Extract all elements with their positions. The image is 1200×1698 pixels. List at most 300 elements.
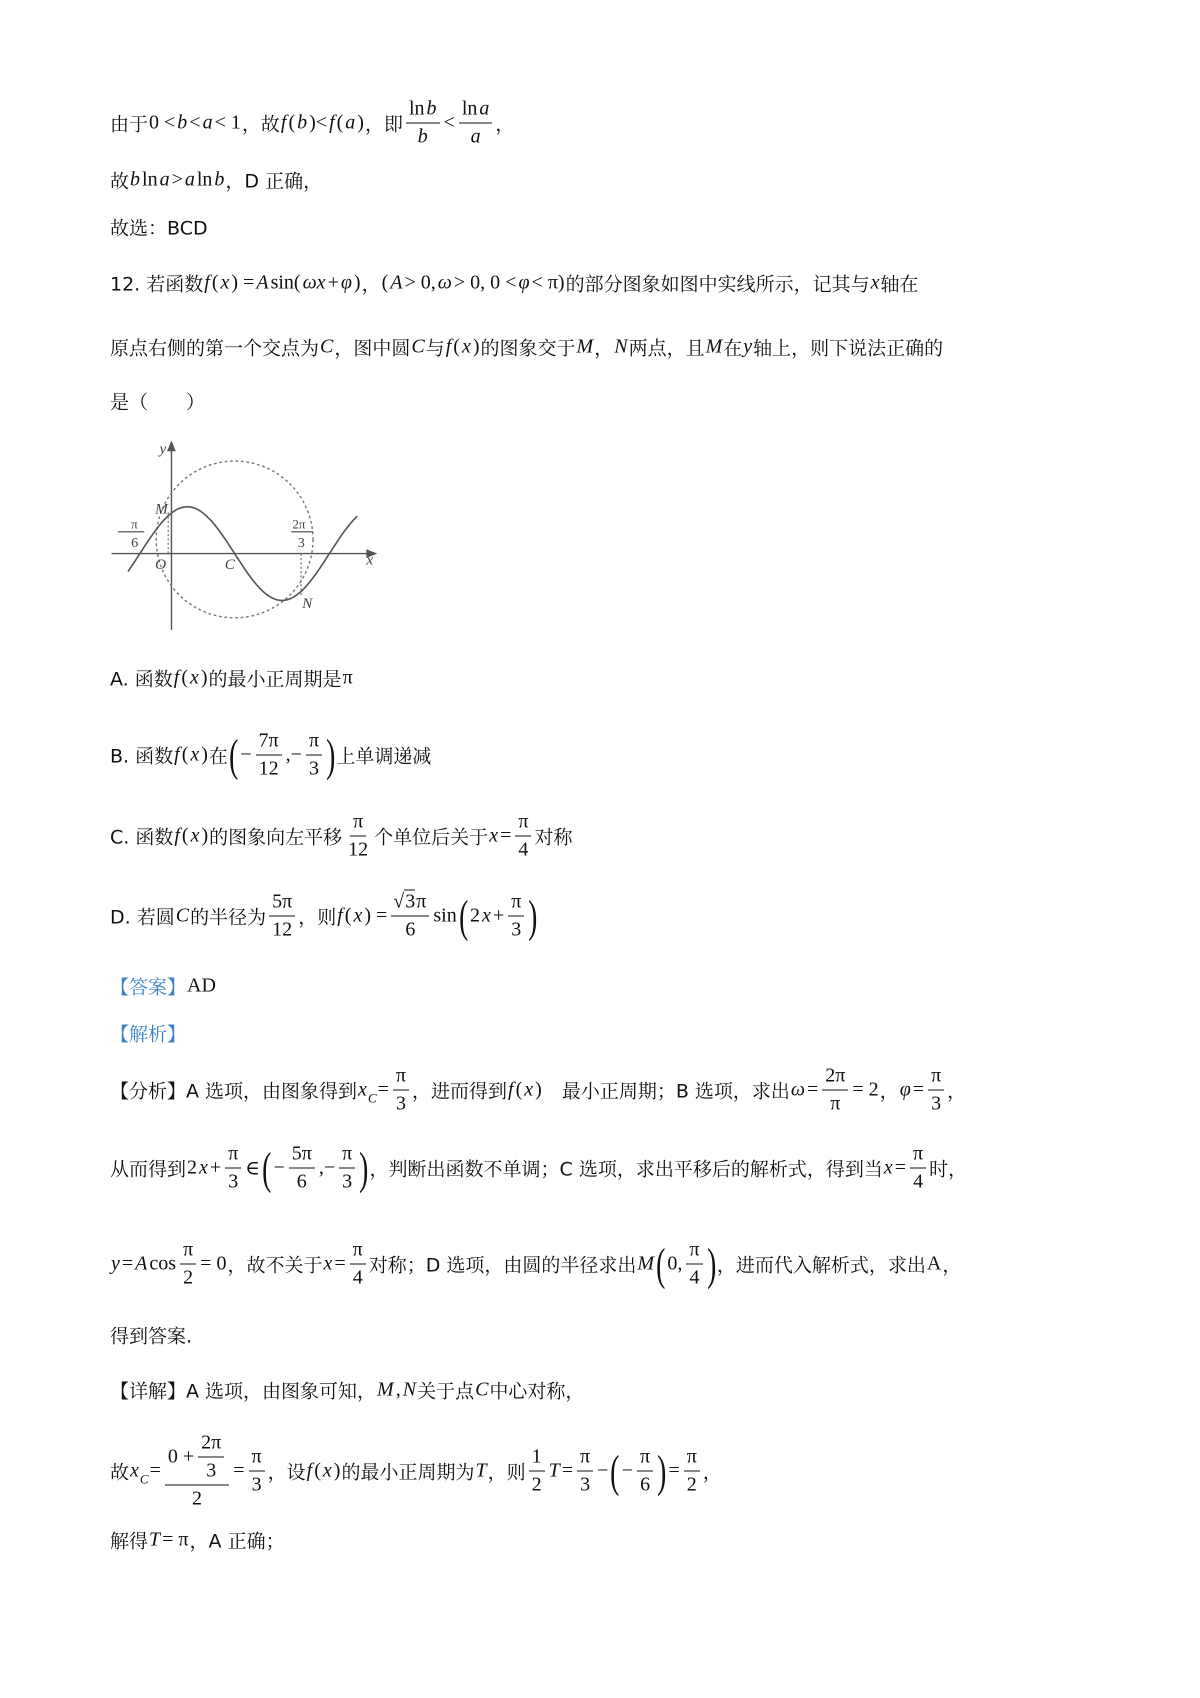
math-variable: a [470, 125, 481, 148]
fraction-denominator [269, 917, 295, 942]
math-text: = [807, 1078, 819, 1101]
math-text: ,− [318, 1156, 336, 1179]
math-text: 3 [206, 1459, 217, 1482]
fraction-denominator [294, 1169, 310, 1194]
text-run: ，故 [241, 113, 280, 136]
math-variable: y [111, 1252, 120, 1275]
fraction-numerator [165, 1432, 229, 1486]
text-run: 故选：BCD [110, 217, 208, 240]
text-run: 故 [110, 170, 130, 193]
fraction-denominator [684, 1472, 700, 1497]
math-text: π [352, 1238, 363, 1261]
fraction [684, 1446, 700, 1497]
math-variable: ωx [302, 271, 326, 294]
math-text: 0 + [167, 1445, 195, 1468]
fraction [269, 891, 295, 942]
text-line [110, 1527, 285, 1554]
math-text: 2 [192, 1487, 203, 1510]
math-text: ( [181, 824, 189, 847]
m-label: M [155, 500, 168, 518]
math-text: 2 [686, 1473, 697, 1496]
fraction-numerator [515, 811, 531, 837]
text-run: ，判断出函数不单调；C 选项，求出平移后的解析式，得到当 [369, 1158, 883, 1181]
right-paren: ) [326, 729, 336, 780]
fraction-numerator [339, 1143, 355, 1169]
text-run: 【详解】A 选项，由图象可知， [110, 1380, 377, 1403]
fraction [686, 1239, 702, 1290]
sqrt-sign-icon: √ [393, 890, 405, 913]
math-variable: C [175, 904, 190, 927]
text-line [110, 811, 572, 862]
text-run: 12. 若函数 [110, 273, 204, 296]
text-run: 从而得到 [110, 1158, 187, 1181]
math-text: + [492, 904, 505, 927]
fraction-numerator [225, 1143, 241, 1169]
text-run: ，即 [364, 113, 403, 136]
fraction-numerator [249, 1446, 265, 1472]
fraction-denominator [180, 1265, 196, 1290]
math-text: π [931, 1064, 942, 1087]
math-text: 12 [348, 838, 369, 861]
text-run: 与 [425, 337, 445, 360]
fraction [249, 1446, 265, 1497]
math-variable: ω [790, 1078, 806, 1101]
math-text: = [149, 1459, 161, 1482]
math-text: sin [433, 904, 457, 927]
math-variable: C [475, 1378, 489, 1401]
math-text: − [240, 743, 252, 766]
fraction-numerator [406, 98, 440, 124]
math-variable: f [174, 824, 180, 847]
text-run: 得到答案. [110, 1325, 193, 1348]
math-text: ∈ [245, 1157, 261, 1180]
text-run: 对称；D 选项，由圆的半径求出 [368, 1254, 637, 1277]
math-text: = 0 [200, 1252, 227, 1275]
math-text: 3 [342, 1170, 353, 1193]
math-variable: f [306, 1459, 313, 1482]
fraction-numerator [269, 891, 295, 917]
math-variable: C [411, 335, 425, 358]
fraction [577, 1446, 593, 1497]
text-run: ，则 [298, 906, 337, 929]
two-pi-3-den: 3 [297, 535, 305, 552]
math-text: 2 [183, 1266, 194, 1289]
fraction [339, 1143, 355, 1194]
fraction [350, 1239, 366, 1290]
math-text: ) = [231, 271, 255, 294]
math-text: = [121, 1252, 134, 1275]
fraction-denominator [203, 1458, 219, 1483]
fraction [529, 1446, 545, 1497]
left-paren: ( [262, 1142, 272, 1193]
math-text: = [561, 1459, 574, 1482]
math-text: ( [181, 743, 189, 766]
math-variable: x [199, 1156, 208, 1179]
text-run: 的图象交于 [480, 337, 576, 360]
math-text: ) [333, 1459, 341, 1482]
math-text: 6 [405, 918, 416, 941]
math-variable: x [358, 1078, 367, 1101]
text-run: ，A 正确； [189, 1530, 285, 1553]
math-text: 0, [667, 1252, 683, 1275]
text-line [110, 1432, 722, 1511]
math-text: π [353, 810, 364, 833]
fraction-numerator [577, 1446, 593, 1472]
text-line [110, 891, 539, 942]
text-run: 中心对称， [489, 1380, 585, 1403]
fraction-numerator [289, 1143, 315, 1169]
fraction [225, 1143, 241, 1194]
text-line [110, 334, 943, 361]
fraction-numerator [350, 811, 366, 837]
y-axis-arrow-icon [167, 440, 176, 451]
text-line [110, 973, 217, 1000]
section-label: 【答案】 [110, 976, 187, 999]
text-run: A. 函数 [110, 668, 173, 691]
math-text: ) [353, 271, 361, 294]
fraction-denominator [415, 124, 431, 149]
math-text: > 0, [404, 271, 436, 294]
text-run: ，进而代入解析式，求出 [716, 1254, 926, 1277]
fraction [393, 1065, 409, 1116]
math-variable: b [214, 168, 225, 191]
math-text: π [228, 1142, 239, 1165]
fraction-denominator [928, 1091, 944, 1116]
text-run: C. 函数 [110, 826, 174, 849]
text-run: ， [702, 1461, 722, 1484]
math-variable: x [190, 824, 200, 847]
math-text: = [334, 1252, 346, 1275]
fraction-denominator [910, 1169, 926, 1194]
math-text: ) [357, 111, 364, 134]
fraction [822, 1065, 848, 1116]
math-variable: M [377, 1378, 394, 1401]
math-text: π [308, 729, 320, 752]
math-text: ,− [285, 743, 302, 766]
fraction-denominator [827, 1091, 843, 1116]
math-variable: x [130, 1459, 139, 1482]
math-variable: y [743, 335, 753, 358]
math-variable: x [461, 335, 471, 358]
math-text: π [395, 1064, 406, 1087]
fraction-denominator [515, 837, 531, 862]
math-variable: x [353, 904, 363, 927]
fraction-numerator [391, 891, 429, 917]
text-line [110, 270, 919, 297]
sqrt-radicand: 3 [405, 890, 416, 913]
fraction [459, 98, 493, 149]
sqrt-expression [393, 891, 415, 914]
math-text: 6 [640, 1473, 651, 1496]
fraction-denominator [256, 756, 282, 781]
text-line [110, 1377, 584, 1404]
fraction [198, 1432, 224, 1483]
math-text: 12 [258, 757, 279, 780]
text-run: 轴在 [880, 273, 919, 296]
fraction-numerator [529, 1446, 545, 1472]
math-variable: N [614, 335, 628, 358]
text-run: B. 函数 [110, 745, 174, 768]
math-text: π [830, 1092, 841, 1115]
fraction-numerator [306, 730, 322, 756]
left-paren: ( [229, 729, 239, 780]
math-text: π [511, 890, 522, 913]
math-variable: M [637, 1252, 655, 1275]
right-paren: ) [657, 1445, 667, 1496]
math-variable: M [576, 335, 594, 358]
math-text: 3 [580, 1473, 591, 1496]
text-line [110, 665, 354, 692]
fraction [306, 730, 322, 781]
text-run: 对称 [534, 826, 573, 849]
right-paren: ) [528, 890, 538, 941]
math-text: ) [201, 824, 209, 847]
text-run: ，图中圆 [334, 337, 411, 360]
math-variable: x [489, 824, 499, 847]
math-text: ln [408, 97, 425, 120]
math-text: > 0, 0 < [453, 271, 517, 294]
math-variable: f [174, 743, 180, 766]
math-text: ln [196, 168, 213, 191]
math-text: 3 [395, 1092, 406, 1115]
math-variable: f [329, 111, 335, 134]
math-text: 3 [228, 1170, 239, 1193]
math-variable: x [524, 1078, 534, 1101]
fraction-numerator [686, 1239, 702, 1265]
math-text: 5π [272, 890, 293, 913]
text-run: 在 [208, 745, 228, 768]
text-line [110, 1065, 966, 1116]
text-line [110, 98, 514, 149]
text-run: 的部分图象如图中实线所示，记其与 [565, 273, 870, 296]
math-text: π [640, 1445, 651, 1468]
fraction [406, 98, 440, 149]
fraction-denominator [508, 917, 524, 942]
math-text: π [416, 890, 427, 913]
neg-pi-6-num: π [131, 516, 138, 532]
math-text: 7π [258, 729, 279, 752]
fraction-numerator [684, 1446, 700, 1472]
math-text: = [668, 1459, 680, 1482]
math-text: = π [162, 1528, 189, 1551]
neg-pi-6-den: 6 [131, 535, 139, 552]
left-paren: ( [656, 1238, 666, 1289]
math-variable: a [202, 111, 213, 134]
math-text: 0 < [149, 111, 176, 134]
fraction-numerator [180, 1239, 196, 1265]
math-variable: A [256, 271, 269, 294]
text-run: ， [942, 1254, 962, 1277]
math-text: 12 [272, 918, 293, 941]
math-subscript: C [139, 1471, 149, 1486]
math-text: − [621, 1459, 634, 1482]
math-text: > [171, 168, 183, 191]
fraction-denominator [189, 1486, 205, 1511]
math-text: = [377, 1078, 389, 1101]
math-variable: a [159, 168, 170, 191]
math-subscript: C [367, 1090, 377, 1105]
math-variable: N [402, 1378, 417, 1401]
text-run: 的最小正周期为 [341, 1461, 475, 1484]
fraction [345, 811, 371, 862]
fraction [928, 1065, 944, 1116]
fraction-numerator [910, 1143, 926, 1169]
text-run: ，故不关于 [227, 1254, 323, 1277]
text-run: 上单调递减 [336, 745, 432, 768]
text-run: 个单位后关于 [374, 826, 489, 849]
math-text: 2 [531, 1473, 542, 1496]
math-text: 3 [251, 1473, 262, 1496]
fraction [289, 1143, 315, 1194]
math-text: 2 [187, 1156, 198, 1179]
math-text: ) [472, 335, 480, 358]
math-text: π [251, 1445, 262, 1468]
math-variable: φ [899, 1078, 911, 1101]
text-run: 【分析】A 选项，由图象得到 [110, 1080, 358, 1103]
fraction-numerator [459, 98, 493, 124]
math-text: ) [535, 1078, 542, 1101]
math-variable: b [177, 111, 188, 134]
text-run: 故 [110, 1461, 130, 1484]
math-text: − [273, 1156, 285, 1179]
math-text: ( [336, 111, 344, 134]
math-text: π [342, 666, 353, 689]
math-text: = 2 [852, 1078, 879, 1101]
text-run: 的图象向左平移 [209, 826, 343, 849]
circle-c [156, 461, 313, 618]
math-variable: C [320, 335, 334, 358]
math-text: 4 [913, 1170, 924, 1193]
o-label: O [155, 555, 167, 573]
math-text: ( [381, 271, 389, 294]
fraction-denominator [529, 1472, 545, 1497]
fraction-denominator [637, 1472, 653, 1497]
left-paren: ( [458, 890, 468, 941]
left-paren: ( [610, 1445, 620, 1496]
math-text: ( [344, 904, 352, 927]
text-line [110, 730, 431, 781]
text-run: ，D 正确， [225, 170, 323, 193]
math-variable: a [345, 111, 356, 134]
math-text: ( [314, 1459, 321, 1482]
math-text: A [926, 1252, 942, 1275]
math-variable: f [280, 111, 287, 134]
math-text: ) [201, 743, 208, 766]
right-paren: ) [706, 1238, 716, 1289]
math-text: cos [149, 1252, 177, 1275]
fraction-denominator [339, 1169, 355, 1194]
fraction-denominator [350, 1265, 366, 1290]
text-run: 最小正周期；B 选项，求出 [542, 1080, 790, 1103]
text-run: ， [594, 337, 614, 360]
math-text: 2π [825, 1064, 846, 1087]
math-text: ln [461, 97, 478, 120]
math-variable: f [445, 335, 452, 358]
math-text: ( [288, 111, 296, 134]
math-text: )< [309, 111, 328, 134]
math-variable: x [323, 1252, 333, 1275]
y-axis-label: y [159, 440, 167, 458]
math-text: ( [453, 335, 460, 358]
math-variable: A [135, 1252, 148, 1275]
fraction-numerator [350, 1239, 366, 1265]
math-text: = [500, 824, 512, 847]
math-variable: x [322, 1459, 332, 1482]
math-text: < [443, 111, 455, 134]
text-line [110, 1239, 961, 1290]
fraction-denominator [468, 124, 484, 149]
fraction-denominator [249, 1472, 265, 1497]
math-variable: x [189, 666, 199, 689]
math-text: 3 [308, 757, 319, 780]
fraction-denominator [225, 1169, 241, 1194]
text-line [110, 214, 208, 241]
text-run: ， [495, 113, 515, 136]
math-text: ) [200, 666, 208, 689]
math-text: = [912, 1078, 925, 1101]
math-text: = [233, 1459, 245, 1482]
sine-circle-figure [109, 436, 382, 632]
text-run: 是（ ） [110, 391, 206, 414]
math-text: π [689, 1238, 700, 1261]
text-line [110, 388, 205, 415]
fraction-numerator [198, 1432, 224, 1458]
math-text: + [327, 271, 339, 294]
fraction [910, 1143, 926, 1194]
math-variable: T [475, 1459, 487, 1482]
math-variable: a [479, 97, 490, 120]
fraction [256, 730, 282, 781]
math-text: ( [181, 666, 188, 689]
math-text: , [395, 1378, 401, 1401]
math-variable: φ [518, 271, 530, 294]
text-line [110, 1322, 192, 1349]
fraction-denominator [686, 1265, 702, 1290]
text-run: 的最小正周期是 [208, 668, 342, 691]
two-pi-3-num: 2π [292, 516, 306, 532]
text-run: 关于点 [417, 1380, 475, 1403]
math-variable: A [390, 271, 403, 294]
math-text: 1 [531, 1445, 542, 1468]
math-text: − [597, 1459, 609, 1482]
fraction-denominator [577, 1472, 593, 1497]
text-run: 由于 [110, 113, 149, 136]
math-text: 4 [689, 1266, 700, 1289]
math-text: ) = [364, 904, 388, 927]
text-run: 在 [723, 337, 743, 360]
fraction [391, 891, 429, 942]
math-text: ( [211, 271, 219, 294]
text-run: ，则 [487, 1461, 526, 1484]
math-text: ln [142, 168, 158, 191]
text-run: 轴上，则下说法正确的 [753, 337, 944, 360]
math-variable: f [204, 271, 210, 294]
text-line [110, 1143, 967, 1194]
text-line [110, 1020, 186, 1047]
math-text: 4 [518, 838, 529, 861]
math-text: ( [515, 1078, 523, 1101]
math-variable: φ [340, 271, 352, 294]
math-text: 2 [470, 904, 481, 927]
text-run: 解得 [110, 1530, 149, 1553]
math-text: < 1 [214, 111, 241, 134]
math-text: 4 [352, 1266, 363, 1289]
text-run: D. 若圆 [110, 906, 175, 929]
fraction-denominator [393, 1091, 409, 1116]
math-text: < [189, 111, 201, 134]
math-variable: b [130, 168, 141, 191]
math-variable: T [149, 1528, 161, 1551]
